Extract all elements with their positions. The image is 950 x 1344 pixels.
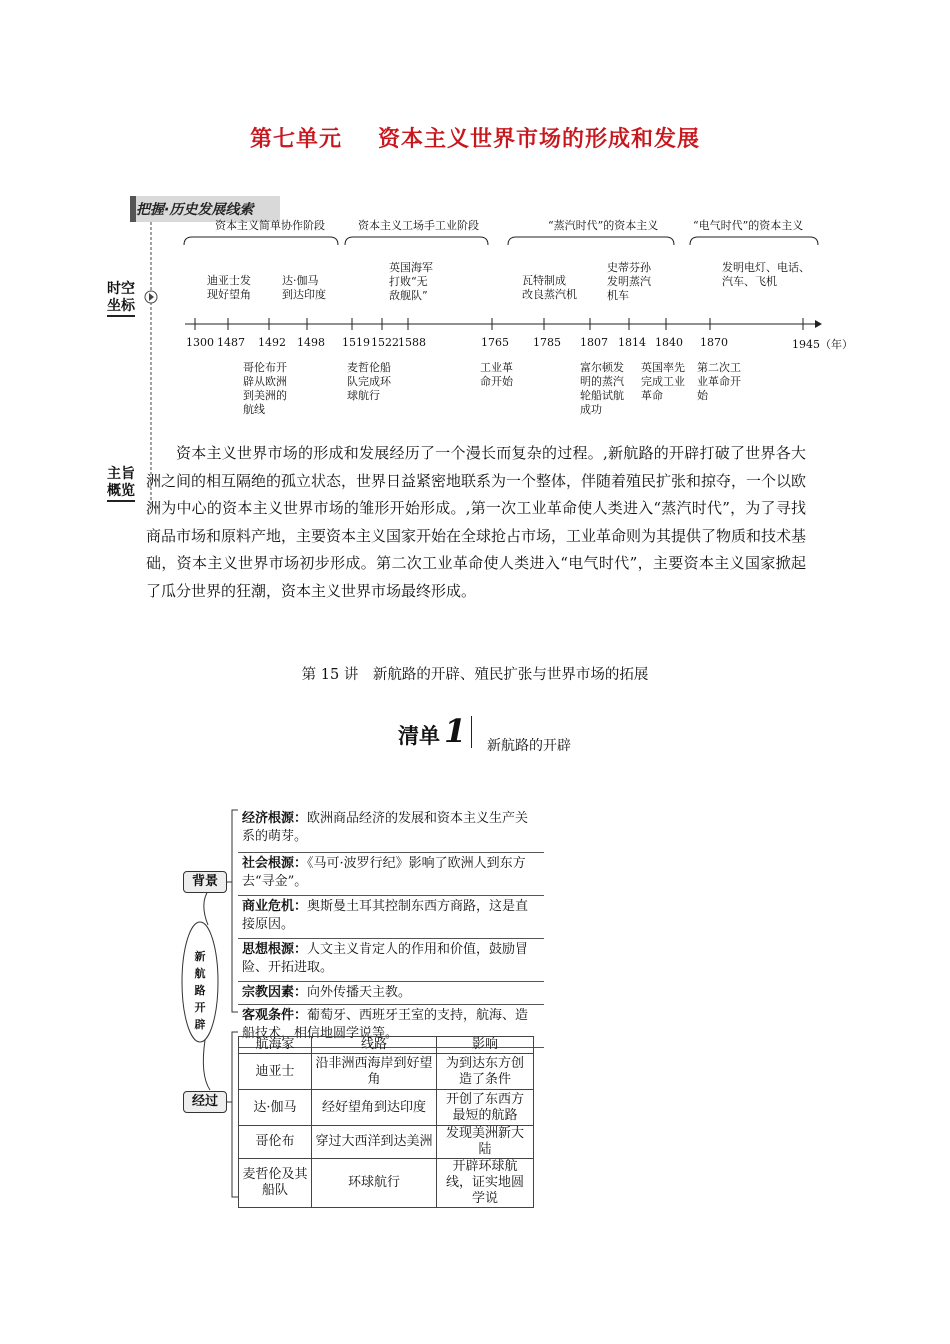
event-line: 辟从欧洲 bbox=[243, 375, 287, 388]
phase-bracket bbox=[184, 237, 338, 245]
item-key: 经济根源： bbox=[242, 811, 308, 826]
event-line: 史蒂芬孙 bbox=[607, 261, 651, 274]
table-cell: 哥伦布 bbox=[239, 1126, 312, 1159]
event-line: 汽车、飞机 bbox=[722, 275, 777, 288]
table-row bbox=[239, 1090, 534, 1126]
year-label: 1519 bbox=[342, 336, 370, 349]
table-cell: 麦哲伦及其船队 bbox=[239, 1159, 312, 1208]
year-label: 1498 bbox=[297, 336, 325, 349]
year-label: 1492 bbox=[258, 336, 286, 349]
event-line: 达·伽马 bbox=[282, 274, 319, 287]
table-cell: 经好望角到达印度 bbox=[312, 1090, 437, 1126]
list-number: 1 bbox=[444, 712, 467, 750]
process-label: 经过 bbox=[183, 1091, 227, 1113]
event-below bbox=[697, 361, 741, 403]
event-line: 机车 bbox=[607, 289, 629, 302]
phase-bracket bbox=[690, 237, 818, 245]
event-line: 英国率先 bbox=[641, 361, 685, 374]
event-line: 迪亚士发 bbox=[207, 274, 251, 287]
table-cell: 穿过大西洋到达美洲 bbox=[312, 1126, 437, 1159]
item-key: 客观条件： bbox=[242, 1008, 308, 1023]
item-text: 《马可·波罗行纪》影响了欧洲人到东方去“寻金”。 bbox=[242, 856, 526, 889]
year-label: 1807 bbox=[580, 336, 608, 349]
unit-number: 第七单元 bbox=[249, 126, 342, 152]
background-item bbox=[238, 808, 544, 853]
year-label: 1840 bbox=[655, 336, 683, 349]
year-label: 1945（年） bbox=[792, 338, 853, 351]
event-above bbox=[282, 274, 326, 302]
center-char: 开 bbox=[194, 1001, 206, 1014]
event-line: 轮船试航 bbox=[580, 389, 624, 402]
event-line: 打败“无 bbox=[389, 275, 428, 288]
table-header-row bbox=[239, 1037, 534, 1054]
event-below bbox=[641, 361, 685, 403]
table-header: 航海家 bbox=[239, 1037, 312, 1054]
background-list bbox=[238, 808, 544, 1048]
event-above bbox=[207, 274, 251, 302]
event-below bbox=[243, 361, 287, 417]
table-cell: 开创了东西方最短的航路 bbox=[437, 1090, 534, 1126]
unit-title bbox=[0, 122, 950, 153]
event-line: 英国海军 bbox=[389, 261, 433, 274]
table-cell: 沿非洲西海岸到好望角 bbox=[312, 1054, 437, 1090]
event-above bbox=[722, 261, 810, 289]
event-line: 麦哲伦船 bbox=[347, 361, 391, 374]
item-text: 欧洲商品经济的发展和资本主义生产关系的萌芽。 bbox=[242, 811, 529, 844]
center-char: 航 bbox=[194, 967, 206, 980]
table-cell: 为到达东方创造了条件 bbox=[437, 1054, 534, 1090]
side-label-summary bbox=[107, 466, 135, 502]
event-line: 始 bbox=[697, 389, 708, 402]
year-label: 1814 bbox=[618, 336, 646, 349]
summary-paragraph: 资本主义世界市场的形成和发展经历了一个漫长而复杂的过程。,新航路的开辟打破了世界各大洲之间的相互隔绝的孤立状态，世界日益紧密地联系为一个整体，伴随着殖民扩张和掠夺，一个以欧洲为中心的资本主义世界市场的雏形开始形成。,第一次工业革命使人类进入“蒸汽时代”，为了寻找商品市场和原料产地，主要资本主义国家开始在全球抢占市场，工业革命则为其提供了物质和技术基础，资本主义世界市场初步形成。第二次工业革命使人类进入“电气时代”，主要资本主义国家掀起了瓜分世界的狂潮，资本主义世界市场最终形成。 bbox=[146, 444, 807, 600]
phase-bracket bbox=[508, 237, 674, 245]
event-line: 航线 bbox=[243, 403, 265, 416]
phase-bracket bbox=[345, 237, 488, 245]
table-header: 影响 bbox=[437, 1037, 534, 1054]
center-char: 辟 bbox=[194, 1018, 206, 1031]
event-line: 瓦特制成 bbox=[522, 274, 566, 287]
table-cell: 开辟环球航线，证实地圆学说 bbox=[437, 1159, 534, 1208]
event-above bbox=[389, 261, 433, 303]
side-label-line: 时空 bbox=[107, 281, 135, 297]
list-label: 清单 bbox=[398, 724, 440, 748]
event-line: 哥伦布开 bbox=[243, 361, 287, 374]
phase-label: “电气时代”的资本主义 bbox=[693, 219, 804, 232]
list-subtitle: 新航路的开辟 bbox=[487, 738, 571, 754]
event-line: 敌舰队” bbox=[389, 289, 428, 302]
event-above bbox=[607, 261, 651, 303]
table-row bbox=[239, 1126, 534, 1159]
unit-name: 资本主义世界市场的形成和发展 bbox=[378, 126, 701, 152]
event-line: 现好望角 bbox=[207, 288, 251, 301]
event-below bbox=[580, 361, 624, 417]
event-line: 革命 bbox=[641, 389, 663, 402]
background-item bbox=[238, 982, 544, 1005]
item-key: 宗教因素： bbox=[242, 985, 308, 1000]
event-line: 富尔顿发 bbox=[580, 361, 624, 374]
background-label: 背景 bbox=[183, 871, 227, 893]
item-text: 葡萄牙、西班牙王室的支持，航海、造船技术，相信地圆学说等。 bbox=[242, 1008, 529, 1041]
event-line: 发明蒸汽 bbox=[607, 275, 651, 288]
phase-label: 资本主义工场手工业阶段 bbox=[358, 219, 479, 232]
event-line: 完成工业 bbox=[641, 375, 685, 388]
side-label-line: 坐标 bbox=[107, 298, 135, 317]
event-below bbox=[347, 361, 391, 403]
year-label: 1300 bbox=[186, 336, 214, 349]
side-label-spacetime bbox=[107, 281, 135, 317]
year-label: 1522 bbox=[371, 336, 399, 349]
side-label-line: 概览 bbox=[107, 483, 135, 502]
event-line: 到美洲的 bbox=[243, 389, 287, 402]
table-cell: 迪亚士 bbox=[239, 1054, 312, 1090]
phase-label: 资本主义简单协作阶段 bbox=[215, 219, 325, 232]
table-cell: 达·伽马 bbox=[239, 1090, 312, 1126]
list-separator bbox=[471, 716, 472, 748]
table-cell: 发现美洲新大陆 bbox=[437, 1126, 534, 1159]
event-line: 发明电灯、电话、 bbox=[722, 261, 810, 274]
event-line: 球航行 bbox=[347, 389, 380, 402]
phase-label: “蒸汽时代”的资本主义 bbox=[548, 219, 659, 232]
table-row bbox=[239, 1054, 534, 1090]
event-above bbox=[522, 274, 577, 302]
event-line: 业革命开 bbox=[697, 375, 741, 388]
event-line: 改良蒸汽机 bbox=[522, 288, 577, 301]
lecture-title: 第 15 讲 新航路的开辟、殖民扩张与世界市场的拓展 bbox=[301, 667, 649, 683]
event-line: 第二次工 bbox=[697, 361, 741, 374]
background-item bbox=[238, 853, 544, 896]
event-below bbox=[480, 361, 513, 389]
event-line: 明的蒸汽 bbox=[580, 375, 624, 388]
table-header: 线路 bbox=[312, 1037, 437, 1054]
item-key: 社会根源： bbox=[242, 856, 308, 871]
item-text: 奥斯曼土耳其控制东西方商路，这是直接原因。 bbox=[242, 899, 529, 932]
item-key: 商业危机： bbox=[242, 899, 308, 914]
event-line: 成功 bbox=[580, 403, 602, 416]
table-cell: 环球航行 bbox=[312, 1159, 437, 1208]
event-line: 到达印度 bbox=[282, 288, 326, 301]
side-label-line: 主旨 bbox=[107, 466, 135, 482]
year-label: 1487 bbox=[217, 336, 245, 349]
background-item bbox=[238, 939, 544, 982]
year-label: 1588 bbox=[398, 336, 426, 349]
year-label: 1765 bbox=[481, 336, 509, 349]
center-char: 新 bbox=[194, 950, 206, 963]
center-char: 路 bbox=[194, 984, 206, 997]
event-line: 队完成环 bbox=[347, 375, 391, 388]
year-label: 1870 bbox=[700, 336, 728, 349]
timeline-banner-text: 把握·历史发展线索 bbox=[136, 202, 254, 218]
event-line: 命开始 bbox=[480, 375, 513, 388]
background-item bbox=[238, 896, 544, 939]
item-key: 思想根源： bbox=[242, 942, 308, 957]
item-text: 向外传播天主教。 bbox=[307, 985, 412, 1000]
timeline-arrow bbox=[815, 320, 822, 328]
item-text: 人文主义肯定人的作用和价值，鼓励冒险、开拓进取。 bbox=[242, 942, 529, 975]
mindmap-center bbox=[190, 948, 210, 1033]
year-label: 1785 bbox=[533, 336, 561, 349]
table-row bbox=[239, 1159, 534, 1208]
voyage-table bbox=[238, 1036, 534, 1208]
event-line: 工业革 bbox=[480, 361, 513, 374]
